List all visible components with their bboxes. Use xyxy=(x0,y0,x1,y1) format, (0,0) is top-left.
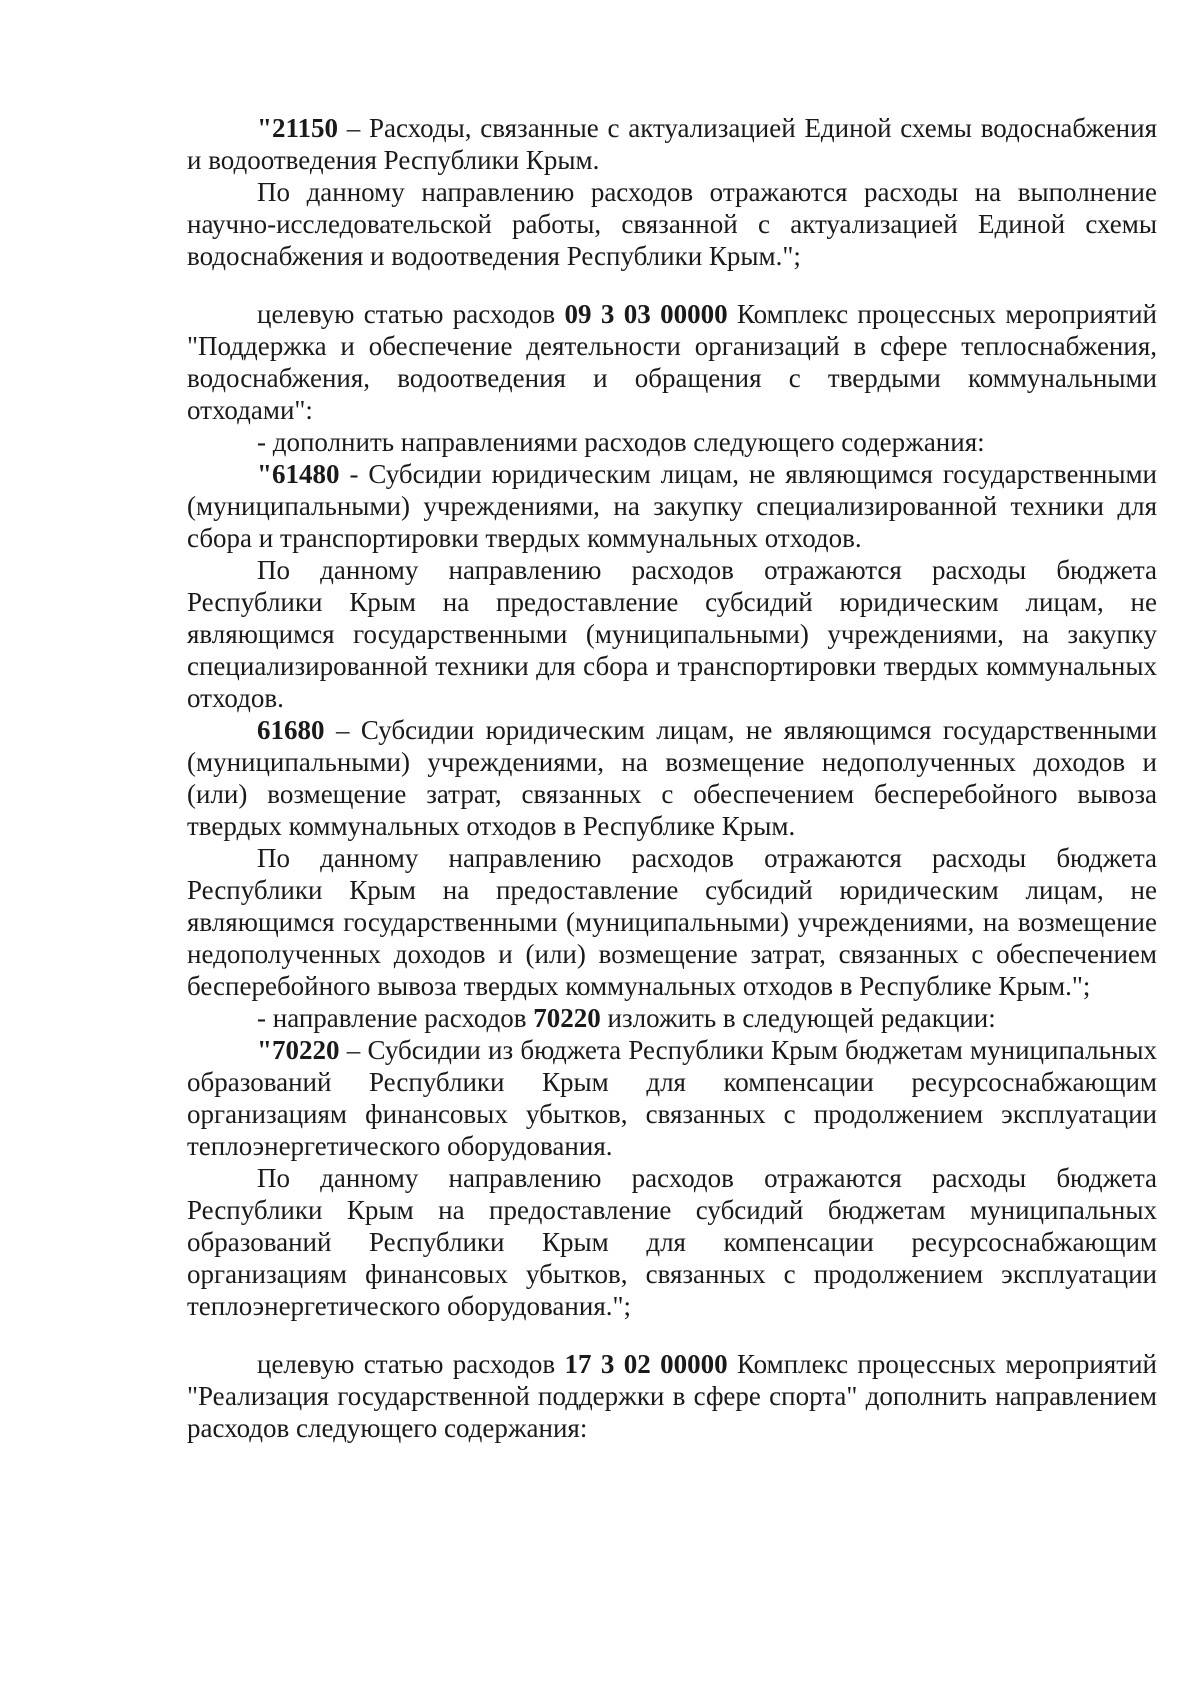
expense-code: "61480 xyxy=(257,459,340,489)
paragraph-text: – Субсидии из бюджета Республики Крым бюджетам муниципальных образований Республики Крым для компенсации ресурсоснабжающим организациям финансовых убытков, связанных с продолжением эксплуатации теплоэнергетического оборудования. xyxy=(187,1035,1157,1161)
paragraph-61480-description xyxy=(187,554,1157,714)
paragraph-prefix: целевую статью расходов xyxy=(257,1349,565,1379)
paragraph-text: - Субсидии юридическим лицам, не являющимся государственными (муниципальными) учреждениями, на закупку специализированной техники для сбора и транспортировки твердых коммунальных отходов. xyxy=(187,459,1157,553)
paragraph-text: Комплекс процессных мероприятий "Реализация государственной поддержки в сфере спорта" дополнить направлением расходов следующего содержания: xyxy=(187,1349,1157,1443)
paragraph-text: По данному направлению расходов отражаются расходы на выполнение научно-исследовательской работы, связанной с актуализацией Единой схемы водоснабжения и водоотведения Республики Крым."; xyxy=(187,177,1157,271)
paragraph-text: – Субсидии юридическим лицам, не являющимся государственными (муниципальными) учреждениями, на возмещение недополученных доходов и (или) возмещение затрат, связанных с обеспечением бесперебойного вывоза твердых коммунальных отходов в Республике Крым. xyxy=(187,715,1157,841)
paragraph-text: – Расходы, связанные с актуализацией Единой схемы водоснабжения и водоотведения Республики Крым. xyxy=(187,113,1157,175)
expense-code: "70220 xyxy=(257,1035,340,1065)
expense-code: 61680 xyxy=(257,715,325,745)
paragraph-text: - дополнить направлениями расходов следующего содержания: xyxy=(257,427,985,457)
paragraph-61680-description xyxy=(187,842,1157,1002)
paragraph-text: По данному направлению расходов отражаются расходы бюджета Республики Крым на предоставление субсидий юридическим лицам, не являющимся государственными (муниципальными) учреждениями, на закупку специализированной техники для сбора и транспортировки твердых коммунальных отходов. xyxy=(187,555,1157,713)
paragraph-prefix: целевую статью расходов xyxy=(257,299,565,329)
paragraph-prefix: - направление расходов xyxy=(257,1003,534,1033)
target-article-code: 09 3 03 00000 xyxy=(564,299,728,329)
paragraph-70220 xyxy=(187,1034,1157,1162)
paragraph-70220-revision xyxy=(187,1002,1157,1034)
paragraph-70220-description xyxy=(187,1162,1157,1322)
paragraph-target-article-17-3-02 xyxy=(187,1348,1157,1444)
paragraph-text: изложить в следующей редакции: xyxy=(600,1003,996,1033)
paragraph-text: По данному направлению расходов отражаются расходы бюджета Республики Крым на предоставление субсидий бюджетам муниципальных образований Республики Крым для компенсации ресурсоснабжающим организациям финансовых убытков, связанных с продолжением эксплуатации теплоэнергетического оборудования."; xyxy=(187,1163,1157,1321)
paragraph-21150 xyxy=(187,112,1157,176)
paragraph-61480 xyxy=(187,458,1157,554)
paragraph-target-article-09-3-03 xyxy=(187,298,1157,426)
paragraph-61680 xyxy=(187,714,1157,842)
paragraph-text: Комплекс процессных мероприятий "Поддержка и обеспечение деятельности организаций в сфере теплоснабжения, водоснабжения, водоотведения и обращения с твердыми коммунальными отходами": xyxy=(187,299,1157,425)
expense-code: "21150 xyxy=(257,113,338,143)
paragraph-21150-description xyxy=(187,176,1157,272)
document-body xyxy=(187,112,1157,1444)
target-article-code: 17 3 02 00000 xyxy=(564,1349,728,1379)
paragraph-text: По данному направлению расходов отражаются расходы бюджета Республики Крым на предоставление субсидий юридическим лицам, не являющимся государственными (муниципальными) учреждениями, на возмещение недополученных доходов и (или) возмещение затрат, связанных с обеспечением бесперебойного вывоза твердых коммунальных отходов в Республике Крым."; xyxy=(187,843,1157,1001)
paragraph-add-directions xyxy=(187,426,1157,458)
expense-code: 70220 xyxy=(533,1003,601,1033)
